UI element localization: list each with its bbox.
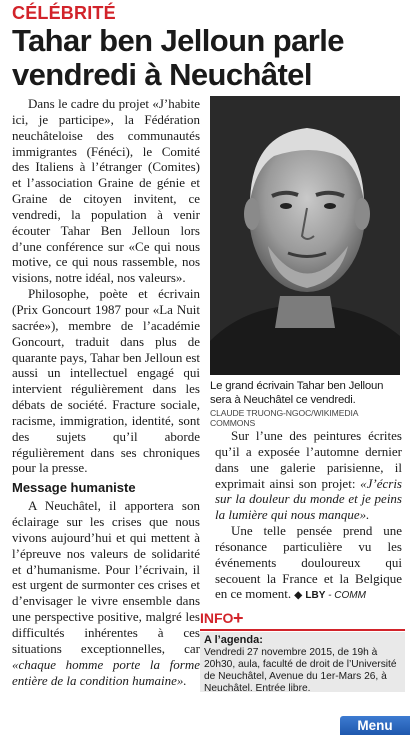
info-divider [200,629,405,631]
article-left-column [12,96,200,688]
paragraph-intro: Dans le cadre du projet «J’habite ici, je participe», la Fédération neuchâteloise des communautés immigrantes (Fénéci), le Comité des Italiens à l’étranger (Comites) et l’association Graine de génie et Graine de citoyen invitent, ce vendredi, la population à venir écouter Tahar Ben Jelloun lors d’une conférence sur «Ce qui nous motive, ce qui nous rassemble, nos visions, notre idéal, nos valeurs». [12,96,200,286]
signature-suffix: - COMM [325,590,366,602]
info-agenda [200,632,405,692]
paragraph-painting [215,428,402,523]
author-photo [210,96,400,375]
photo-credit: CLAUDE TRUONG-NGOC/WIKIMEDIA COMMONS [210,408,358,428]
info-label: INFO [200,610,234,626]
agenda-heading: A l’agenda: [204,634,263,646]
article-headline: Tahar ben Jelloun parle vendredi à Neuchâtel [12,23,344,92]
paragraph-biography: Philosophe, poète et écrivain (Prix Goncourt 1987 pour «La Nuit sacrée»), membre de l’académie Goncourt, traduit dans plus de quarante pays, Tahar ben Jelloun est aussi un intellectuel engagé qui intervient régulièrement dans les débats de société. Fracture sociale, racisme, immigration, identité, sont des sujets qu’il aborde régulièrement dans ses chroniques pour la presse. [12,286,201,476]
plus-icon: + [233,608,244,628]
paragraph-message [12,498,200,688]
quote-douleur-du-monde: «J’écris sur la douleur du monde et je peins la lumière qui nous manque». [215,475,402,523]
paragraph-painting-text: Sur l’une des peintures écrites qu’il a exposée l’automne dernier dans une galerie parisienne, il exprimait ainsi son projet: [215,428,402,491]
quote-condition-humaine: «chaque homme porte la forme entière de la condition humaine». [12,656,200,688]
section-kicker: CÉLÉBRITÉ [12,3,116,23]
info-box [200,610,405,692]
agenda-details: Vendredi 27 novembre 2015, de 19h à 20h30, aula, faculté de droit de l’Université de Neuchâtel, Avenue du 1er-Mars 26, à Neuchâtel. Entrée libre. [204,646,397,694]
author-signature: LBY [305,590,326,602]
portrait-illustration [210,96,400,375]
subheading: Message humaniste [12,480,136,496]
paragraph-resonance-text: Une telle pensée prend une résonance particulière vu les événements douloureux qui secouent la France et la Belgique en ce moment. [215,523,402,602]
paragraph-message-text: A Neuchâtel, il apportera son éclairage sur les crises que nous vivons aujourd’hui et qui mettent à l’épreuve nos valeurs de solidarité et d’humanisme. Pour l’écrivain, il est urgent de surmonter ces crises et d’envisager le vivre ensemble dans une perspective positive, malgré les difficultés inhérentes à ces situations exceptionnelles, car [12,498,200,656]
photo-caption: Le grand écrivain Tahar ben Jelloun sera à Neuchâtel ce vendredi. [210,380,384,406]
article-right-column [215,428,402,604]
menu-button[interactable]: Menu [340,716,410,735]
signature-bullet-icon: ◆ [294,590,303,602]
paragraph-resonance [215,523,402,604]
